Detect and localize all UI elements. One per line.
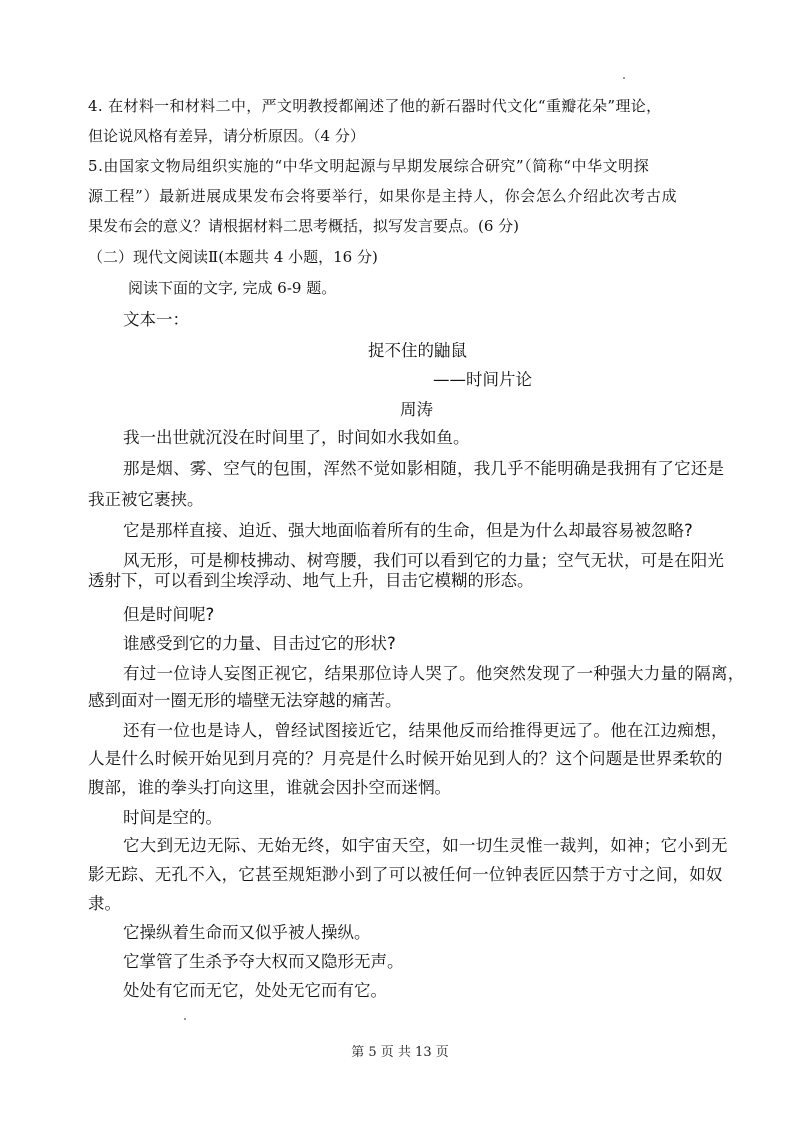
article-line: 我正被它裹挟。 <box>88 490 204 509</box>
reading-instruction: 阅读下面的文字, 完成 6-9 题。 <box>128 279 337 297</box>
article-line: 感到面对一圈无形的墙壁无法穿越的痛苦。 <box>88 691 402 710</box>
article-subtitle: ——时间片论 <box>433 370 532 389</box>
article-author: 周涛 <box>400 400 433 419</box>
question-5-line-1: 5.由国家文物局组织实施的“中华文明起源与早期发展综合研究”（简称“中华文明探 <box>88 157 650 175</box>
page-footer: 第 5 页 共 13 页 <box>351 1045 449 1060</box>
article-line: 它是那样直接、迫近、强大地面临着所有的生命，但是为什么却最容易被忽略? <box>123 521 693 540</box>
question-4-line-1: 4. 在材料一和材料二中，严文明教授都阐述了他的新石器时代文化“重瓣花朵”理论， <box>88 97 662 115</box>
article-line: 有过一位诗人妄图正视它，结果那位诗人哭了。他突然发现了一种强大力量的隔离， <box>123 664 745 683</box>
article-line: 处处有它而无它，处处无它而有它。 <box>123 981 387 1000</box>
article-line: 那是烟、雾、空气的包围，浑然不觉如影相随，我几乎不能明确是我拥有了它还是 <box>123 459 725 478</box>
article-line: 透射下，可以看到尘埃浮动、地气上升，目击它模糊的形态。 <box>88 571 534 590</box>
article-line: 还有一位也是诗人，曾经试图接近它，结果他反而给推得更远了。他在江边痴想， <box>123 721 728 740</box>
article-line: 隶。 <box>88 894 121 913</box>
section-heading: （二）现代文阅读Ⅱ(本题共 4 小题，16 分) <box>88 248 378 266</box>
question-5-line-3: 果发布会的意义？请根据材料二思考概括，拟写发言要点。(6 分) <box>88 217 520 235</box>
scan-speck <box>184 1018 186 1020</box>
article-line: 时间是空的。 <box>123 808 222 827</box>
article-line: 谁感受到它的力量、目击过它的形状? <box>123 634 396 653</box>
article-title: 捉不住的鼬鼠 <box>368 341 467 360</box>
article-line: 风无形，可是柳枝拂动、树弯腰，我们可以看到它的力量；空气无状，可是在阳光 <box>123 551 725 570</box>
question-4-line-2: 但论说风格有差异，请分析原因。（4 分） <box>88 127 365 145</box>
scan-speck <box>623 77 625 79</box>
text-label: 文本一： <box>123 310 189 329</box>
article-line: 但是时间呢? <box>123 605 215 624</box>
article-line: 它操纵着生命而又似乎被人操纵。 <box>123 923 371 942</box>
article-line: 我一出世就沉没在时间里了，时间如水我如鱼。 <box>123 428 470 447</box>
article-line: 腹部，谁的拳头打向这里，谁就会因扑空而迷惘。 <box>88 778 451 797</box>
article-line: 影无踪、无孔不入，它甚至规矩渺小到了可以被任何一位钟表匠囚禁于方寸之间，如奴 <box>88 865 723 884</box>
article-line: 它大到无边无际、无始无终，如宇宙天空，如一切生灵惟一裁判，如神；它小到无 <box>123 836 728 855</box>
question-5-line-2: 源工程”）最新进展成果发布会将要举行，如果你是主持人，你会怎么介绍此次考古成 <box>88 187 678 205</box>
article-line: 它掌管了生杀予夺大权而又隐形无声。 <box>123 952 404 971</box>
article-line: 人是什么时候开始见到月亮的？月亮是什么时候开始见到人的？这个问题是世界柔软的 <box>88 749 723 768</box>
